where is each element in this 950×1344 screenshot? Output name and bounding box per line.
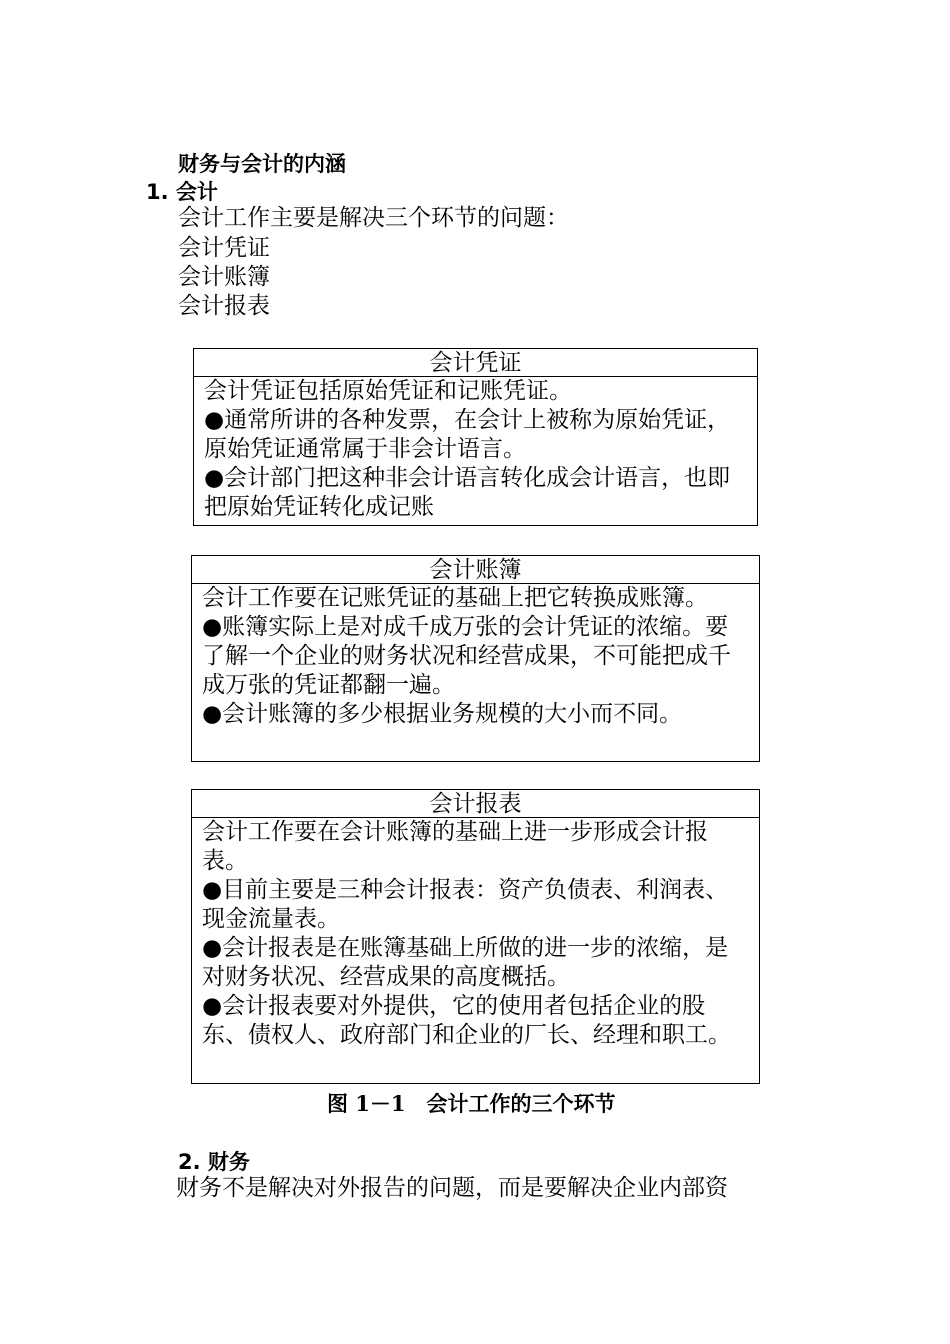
box-report-line: ●会计报表是在账簿基础上所做的进一步的浓缩，是对财务状况、经营成果的高度概括。 xyxy=(202,935,729,990)
figure-caption: 图 1－1 会计工作的三个环节 xyxy=(327,1091,616,1116)
box-report-line: ●会计报表要对外提供，它的使用者包括企业的股东、债权人、政府部门和企业的厂长、经理和职工。 xyxy=(202,993,731,1048)
box-voucher-line: ●会计部门把这种非会计语言转化成会计语言，也即把原始凭证转化成记账 xyxy=(204,465,731,520)
list-item-voucher: 会计凭证 xyxy=(178,235,270,261)
box-voucher-line: ●通常所讲的各种发票，在会计上被称为原始凭证，原始凭证通常属于非会计语言。 xyxy=(204,407,731,462)
box-ledger-line: ●会计账簿的多少根据业务规模的大小而不同。 xyxy=(202,701,683,727)
section-1-title: 1. 会计 xyxy=(146,180,218,204)
list-item-ledger: 会计账簿 xyxy=(178,264,270,290)
section-2-text: 财务不是解决对外报告的问题，而是要解决企业内部资 xyxy=(176,1175,728,1201)
section-1-intro: 会计工作主要是解决三个环节的问题： xyxy=(178,205,569,231)
box-voucher xyxy=(193,348,758,526)
box-voucher-title: 会计凭证 xyxy=(194,349,757,377)
box-report-body xyxy=(192,818,759,1050)
page-heading: 财务与会计的内涵 xyxy=(178,152,346,176)
box-voucher-body xyxy=(194,377,757,522)
box-ledger-line: 会计工作要在记账凭证的基础上把它转换成账簿。 xyxy=(202,585,708,611)
box-voucher-line: 会计凭证包括原始凭证和记账凭证。 xyxy=(204,378,572,404)
box-report-line: ●目前主要是三种会计报表：资产负债表、利润表、现金流量表。 xyxy=(202,877,729,932)
box-ledger-body xyxy=(192,584,759,729)
section-2-title: 2. 财务 xyxy=(178,1150,250,1174)
box-report xyxy=(191,789,760,1084)
box-ledger-title: 会计账簿 xyxy=(192,556,759,584)
box-ledger-line: ●账簿实际上是对成千成万张的会计凭证的浓缩。要了解一个企业的财务状况和经营成果，不可能把成千成万张的凭证都翻一遍。 xyxy=(202,614,731,698)
box-report-line: 会计工作要在会计账簿的基础上进一步形成会计报表。 xyxy=(202,819,708,874)
box-ledger xyxy=(191,555,760,762)
box-report-title: 会计报表 xyxy=(192,790,759,818)
list-item-report: 会计报表 xyxy=(178,293,270,319)
